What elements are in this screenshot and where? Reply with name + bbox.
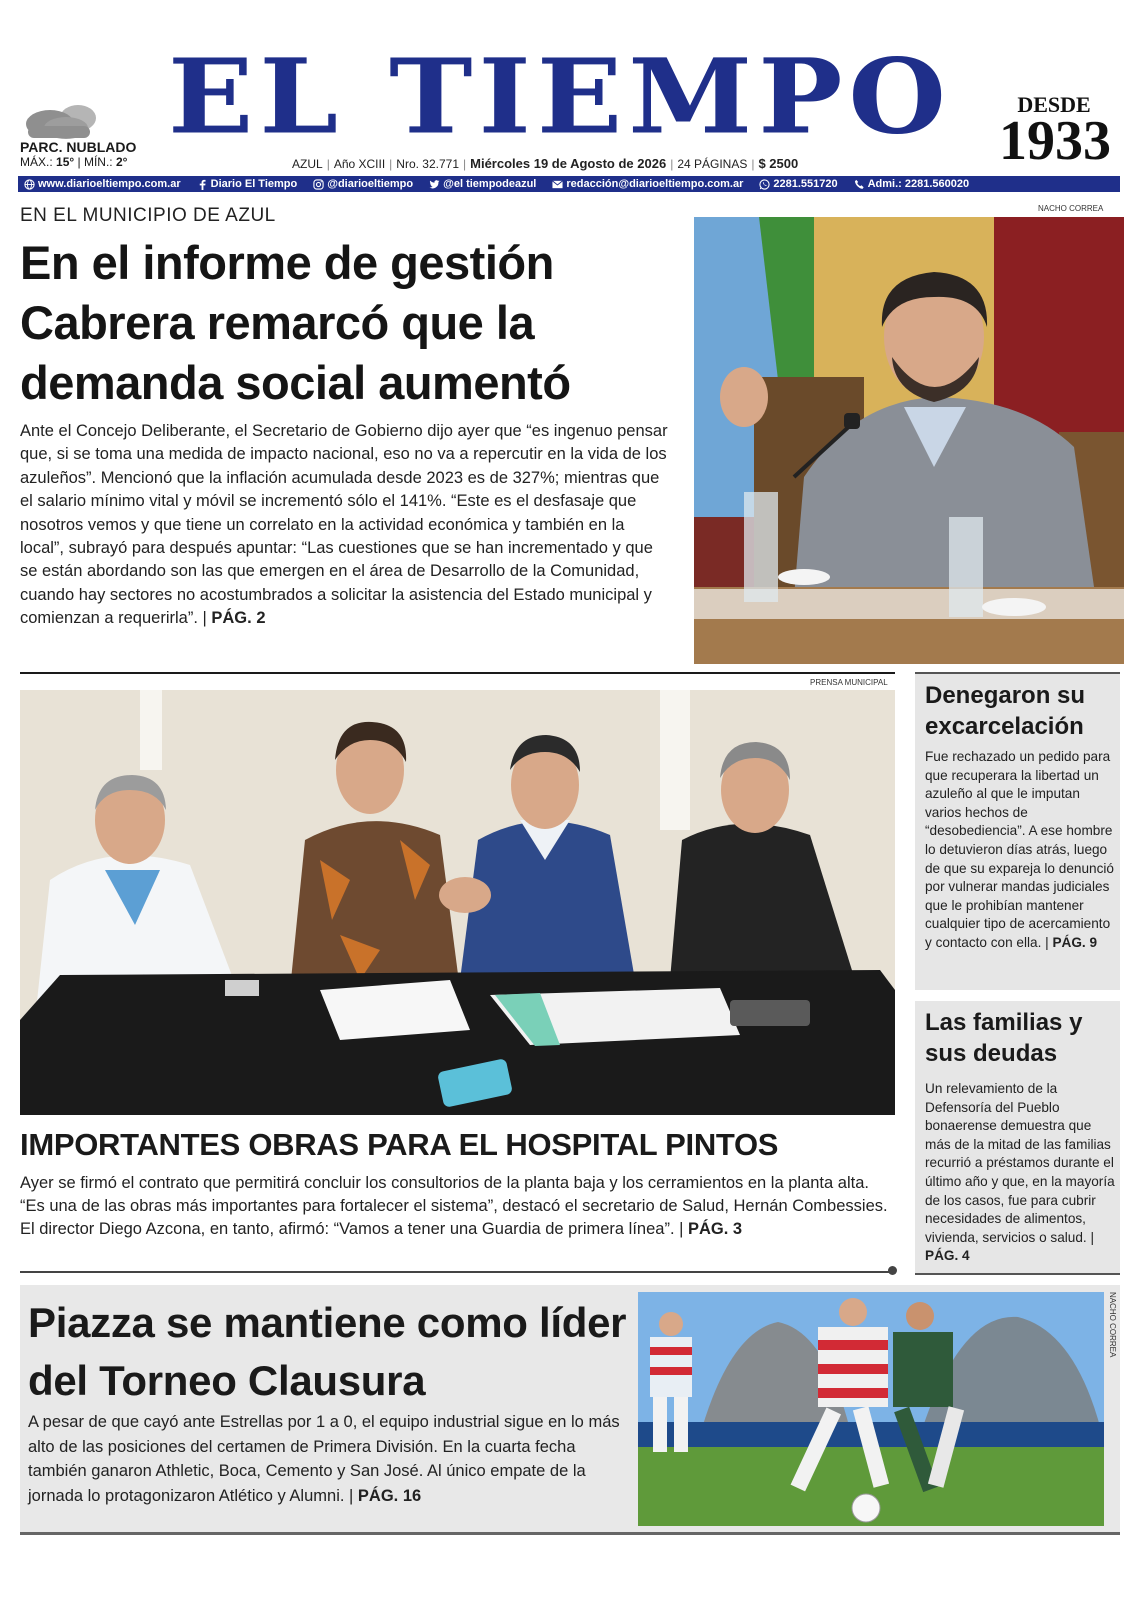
lead-body: Ante el Concejo Deliberante, el Secretario de Gobierno dijo ayer que “es ingenuo pensar que, si se toma una medida de impacto nacional, eso no va a repercutir en la vida de los azuleños”. Mencionó que la inflación acumulada desde 2023 es de 327%; mientras que el salario mínimo vital y móvil se incrementó sólo el 141%. “Este es el desfasaje que nosotros vemos y que tiene un correlato en la actividad económica y también en la local”, subrayó para después apuntar: “Las cuestiones que se han incrementado y que se están abordando son las que emergen en el área de Desarrollo de la Comunidad, cuando hay sectores no acostumbrados a solicitar la asistencia del Estado municipal y comienzan a requerirla”. | PÁG. 2 <box>20 422 668 628</box>
sidebar-1-page-ref[interactable]: PÁG. 9 <box>1052 934 1098 950</box>
facebook-icon <box>197 179 208 190</box>
since-label: DESDE <box>1017 92 1091 117</box>
section-divider <box>20 672 895 674</box>
lead-photo[interactable] <box>694 217 1124 664</box>
sidebar-2-body: Un relevamiento de la Defensoría del Pueblo bonaerense demuestra que más de la mitad de las familias recurrió a préstamos durante el último año y que, en la mayoría de los casos, fue para cubrir necesidades de alimentos, vivienda, servicios o salud. | PÁG. 4 <box>925 1081 1115 1264</box>
contact-phone[interactable]: Admi.: 2281.560020 <box>848 178 970 190</box>
globe-icon <box>24 179 35 190</box>
section-divider <box>20 1271 892 1273</box>
sidebar-2-page-ref[interactable]: PÁG. 4 <box>925 1248 970 1264</box>
hospital-photo-credit: PRENSA MUNICIPAL <box>810 678 888 687</box>
hospital-photo[interactable] <box>20 690 895 1115</box>
lead-photo-credit: NACHO CORREA <box>1038 204 1104 213</box>
sidebar-1-body: Fue rechazado un pedido para que recuperara la libertad un azuleño al que le imputan varios hechos de “desobediencia”. A ese hombre lo detuvieron días atrás, luego de que su expareja lo denunció por vulnerar mandas judiciales que le prohibían mantener cualquier tipo de acercamiento y contacto con ella. | PÁG. 9 <box>925 749 1114 950</box>
divider-dot <box>888 1266 897 1275</box>
twitter-icon <box>429 179 440 190</box>
sidebar-excarcelacion[interactable] <box>915 672 1120 994</box>
issue-number: Nro. 32.771 <box>396 157 460 171</box>
phone-icon <box>854 179 865 190</box>
contact-bar <box>18 176 1120 192</box>
contact-facebook[interactable]: Diario El Tiempo <box>191 178 298 190</box>
sidebar-familias[interactable] <box>915 1001 1120 1275</box>
sports-photo[interactable] <box>638 1292 1104 1526</box>
issue-date: Miércoles 19 de Agosto de 2026 <box>470 156 667 171</box>
lead-kicker: EN EL MUNICIPIO DE AZUL <box>20 205 276 226</box>
sports-page-ref[interactable]: PÁG. 16 <box>357 1486 422 1505</box>
issue-pages: 24 PÁGINAS <box>677 157 748 171</box>
sidebar-2-title[interactable]: Las familias y sus deudas <box>925 1009 1083 1067</box>
weather-temps: MÁX.: 15° | MÍN.: 2° <box>20 155 128 169</box>
contact-instagram[interactable]: @diarioeltiempo <box>307 178 413 190</box>
contact-twitter[interactable]: @el tiempodeazul <box>423 178 536 190</box>
issue-year: Año XCIII <box>333 157 386 171</box>
whatsapp-icon <box>759 179 770 190</box>
issue-line: AZUL | Año XCIII | Nro. 32.771 | Miércoles 19 de Agosto de 2026 | 24 PÁGINAS | $ 2500 <box>292 156 799 171</box>
contact-web[interactable]: www.diarioeltiempo.com.ar <box>18 178 181 190</box>
lead-page-ref[interactable]: PÁG. 2 <box>211 609 266 628</box>
sidebar-1-title[interactable]: Denegaron su excarcelación <box>925 682 1086 740</box>
hospital-headline[interactable]: IMPORTANTES OBRAS PARA EL HOSPITAL PINTOS <box>20 1127 779 1162</box>
weather-condition: PARC. NUBLADO <box>20 139 137 155</box>
contact-email[interactable]: redacción@diarioeltiempo.com.ar <box>546 178 743 190</box>
cloud-icon <box>20 100 100 140</box>
issue-city: AZUL <box>292 157 323 171</box>
issue-price: $ 2500 <box>758 156 799 171</box>
envelope-icon <box>552 179 563 190</box>
masthead-title[interactable]: EL TIEMPO <box>168 36 952 158</box>
hospital-body: Ayer se firmó el contrato que permitirá concluir los consultorios de la planta baja y los cerramientos en la planta alta. “Es una de las obras más importantes para fortalecer el sistema”, destacó el secretario de Salud, Hernán Combessies. El director Diego Azcona, en tanto, afirmó: “Vamos a tener una Guardia de primera línea”. | PÁG. 3 <box>20 1174 888 1239</box>
lead-headline[interactable]: En el informe de gestión Cabrera remarcó que la demanda social aumentó <box>20 236 571 409</box>
hospital-page-ref[interactable]: PÁG. 3 <box>688 1220 743 1239</box>
instagram-icon <box>313 179 324 190</box>
sports-headline[interactable]: Piazza se mantiene como líder del Torneo Clausura <box>28 1299 627 1404</box>
contact-whatsapp[interactable]: 2281.551720 <box>753 178 837 190</box>
sidebar-gap <box>915 990 1120 1001</box>
sports-photo-credit: NACHO CORREA <box>1108 1292 1117 1358</box>
since-year: 1933 <box>999 110 1111 172</box>
sports-body: A pesar de que cayó ante Estrellas por 1 a 0, el equipo industrial sigue en lo más alto de las posiciones del certamen de Primera División. En la cuarta fecha también ganaron Athletic, Boca, Cemento y San José. Al único empate de la jornada lo protagonizaron Atlético y Alumni. | PÁG. 16 <box>28 1413 620 1505</box>
